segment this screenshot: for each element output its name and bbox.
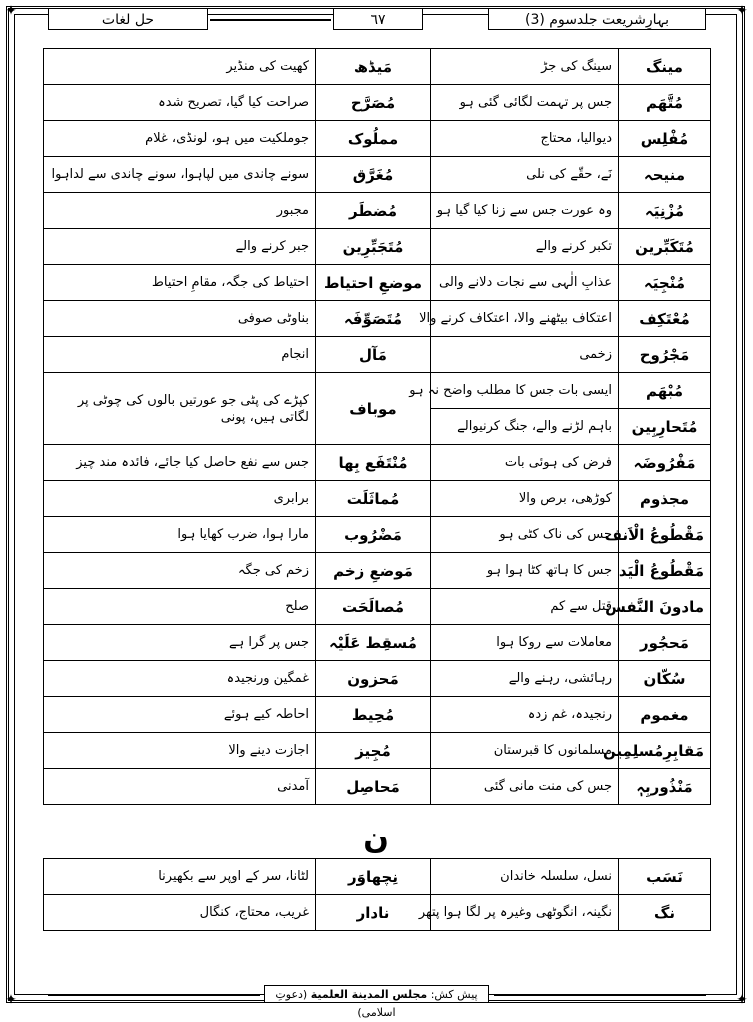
section-letter: ن (363, 821, 389, 856)
table-row (44, 193, 711, 229)
term-cell: منیحہ (619, 157, 711, 193)
meaning-cell: صراحت کیا گیا، تصریح شدہ (44, 85, 316, 121)
term-cell: نَسَب (619, 859, 711, 895)
table-row (44, 157, 711, 193)
table-row (44, 895, 711, 931)
term-cell: مُجِیز (316, 733, 431, 769)
meaning-cell: اعتکاف بیٹھنے والا، اعتکاف کرنے والا (431, 301, 619, 337)
table-row (44, 733, 711, 769)
meaning-cell: جس کی منت مانی گئی (431, 769, 619, 805)
footer-rule (494, 994, 706, 996)
table-row (44, 229, 711, 265)
meaning-cell: مجبور (44, 193, 316, 229)
table-row (44, 373, 711, 409)
meaning-cell: نسل، سلسلہ خاندان (431, 859, 619, 895)
term-cell: مَحجُور (619, 625, 711, 661)
term-cell: مینگ (619, 49, 711, 85)
term-cell: مُماثَلَت (316, 481, 431, 517)
meaning-cell: آمدنی (44, 769, 316, 805)
meaning-cell: جس پر گرا ہے (44, 625, 316, 661)
meaning-cell: فرض کی ہوئی بات (431, 445, 619, 481)
term-cell: مُتَحارِبِین (619, 409, 711, 445)
term-cell: مادونَ النَّفس (619, 589, 711, 625)
term-cell: مغموم (619, 697, 711, 733)
page-header (48, 4, 706, 32)
term-cell: مُنْجِیَہ (619, 265, 711, 301)
footer-label: پیش کش: (430, 988, 478, 1001)
footer-rule (48, 994, 260, 996)
term-cell: مَحاصِل (316, 769, 431, 805)
glossary-table (43, 48, 711, 805)
term-cell: مَحزون (316, 661, 431, 697)
corner-ornament: ✦ (5, 992, 17, 1008)
meaning-cell: زخم کی جگہ (44, 553, 316, 589)
header-rule (210, 19, 331, 21)
meaning-cell: احاطہ کیے ہوئے (44, 697, 316, 733)
meaning-cell: وہ عورت جس سے زنا کیا گیا ہو (431, 193, 619, 229)
term-cell: مُتَّھَم (619, 85, 711, 121)
meaning-cell: جس کا ہاتھ کٹا ہوا ہو (431, 553, 619, 589)
meaning-cell: نگینہ، انگوٹھی وغیرہ پر لگا ہوا پتھر (431, 895, 619, 931)
term-cell: مَضْرُوب (316, 517, 431, 553)
term-cell: مُنْتَفَع بِھا (316, 445, 431, 481)
term-cell: نگ (619, 895, 711, 931)
meaning-cell: رہائشی، رہنے والے (431, 661, 619, 697)
table-row (44, 859, 711, 895)
meaning-cell: جس کی ناک کٹی ہو (431, 517, 619, 553)
table-row (44, 769, 711, 805)
meaning-cell: انجام (44, 337, 316, 373)
meaning-cell: مارا ہوا، ضرب کھایا ہوا (44, 517, 316, 553)
table-row (44, 121, 711, 157)
meaning-cell: نَے، حقّے کی نلی (431, 157, 619, 193)
table-row (44, 301, 711, 337)
term-cell: مَقابِرِمُسلِمِین (619, 733, 711, 769)
meaning-cell: دیوالیا، محتاج (431, 121, 619, 157)
term-cell: مُعْتَکِف (619, 301, 711, 337)
table-row (44, 625, 711, 661)
term-cell: مُتَجَبِّرِین (316, 229, 431, 265)
term-cell: مُصالَحَت (316, 589, 431, 625)
meaning-cell: کھیت کی منڈیر (44, 49, 316, 85)
meaning-cell: اجازت دینے والا (44, 733, 316, 769)
meaning-cell: احتیاط کی جگہ، مقامِ احتیاط (44, 265, 316, 301)
term-cell: نِچھاوَر (316, 859, 431, 895)
meaning-cell: سونے چاندی میں لپاہوا، سونے چاندی سے لداہوا (44, 157, 316, 193)
table-row (44, 553, 711, 589)
meaning-cell: بناوٹی صوفی (44, 301, 316, 337)
meaning-cell: غمگین ورنجیدہ (44, 661, 316, 697)
term-cell: مَآل (316, 337, 431, 373)
term-cell: مُتَصَوِّفَہ (316, 301, 431, 337)
meaning-cell: عذابِ الٰہی سے نجات دلانے والی (431, 265, 619, 301)
term-cell: مَقْطُوعُ الْاَنف (619, 517, 711, 553)
meaning-cell: سینگ کی جڑ (431, 49, 619, 85)
term-cell: مُبْھَم (619, 373, 711, 409)
term-cell: نادار (316, 895, 431, 931)
corner-ornament: ✦ (736, 992, 748, 1008)
term-cell: مجذوم (619, 481, 711, 517)
meaning-cell: تکبر کرنے والے (431, 229, 619, 265)
meaning-cell: رنجیدہ، غم زدہ (431, 697, 619, 733)
table-row (44, 265, 711, 301)
meaning-cell: جوملکیت میں ہو، لونڈی، غلام (44, 121, 316, 157)
meaning-cell: جبر کرنے والے (44, 229, 316, 265)
section-title: حل لغات (48, 8, 208, 30)
corner-ornament: ✦ (736, 3, 748, 19)
term-cell: مُفْلِس (619, 121, 711, 157)
table-row (44, 517, 711, 553)
term-cell: موباف (316, 373, 431, 445)
glossary-table-nun (43, 858, 711, 931)
term-cell: سُکّان (619, 661, 711, 697)
meaning-cell: لٹانا، سر کے اوپر سے بکھیرنا (44, 859, 316, 895)
table-row (44, 589, 711, 625)
term-cell: مُغَرَّق (316, 157, 431, 193)
meaning-cell: جس سے نفع حاصل کیا جائے، فائدہ مند چیز (44, 445, 316, 481)
meaning-cell: باہم لڑنے والے، جنگ کرنیوالے (431, 409, 619, 445)
table-row (44, 445, 711, 481)
table-row (44, 481, 711, 517)
table-row (44, 337, 711, 373)
page-number: ٦٧ (333, 8, 423, 30)
term-cell: مُسقِط عَلَیْہ (316, 625, 431, 661)
term-cell: مُصَرَّح (316, 85, 431, 121)
term-cell: مُزْنِیَہ (619, 193, 711, 229)
meaning-cell: برابری (44, 481, 316, 517)
term-cell: مُتَکَبِّرین (619, 229, 711, 265)
book-title: بہارِشریعت جلدسوم (3) (488, 8, 706, 30)
term-cell: مُضطَر (316, 193, 431, 229)
term-cell: مَقْطُوعُ الْیَد (619, 553, 711, 589)
page-footer (48, 985, 706, 1019)
term-cell: مَنْذُوربِہٖ (619, 769, 711, 805)
meaning-cell: معاملات سے روکا ہوا (431, 625, 619, 661)
term-cell: مَجْرُوح (619, 337, 711, 373)
table-row (44, 85, 711, 121)
table-row (44, 49, 711, 85)
term-cell: مَوضعِ زخم (316, 553, 431, 589)
footer-org: (دعوتِ اسلامی) (275, 988, 396, 1019)
table-row (44, 697, 711, 733)
meaning-cell: صلح (44, 589, 316, 625)
meaning-cell: مسلمانوں کا قبرستان (431, 733, 619, 769)
corner-ornament: ✦ (5, 3, 17, 19)
term-cell: مُحِیط (316, 697, 431, 733)
term-cell: موضعِ احتیاط (316, 265, 431, 301)
meaning-cell: غریب، محتاج، کنگال (44, 895, 316, 931)
meaning-cell: ایسی بات جس کا مطلب واضح نہ ہو (431, 373, 619, 409)
meaning-cell: جس پر تہمت لگائی گئی ہو (431, 85, 619, 121)
footer-credit (264, 985, 489, 1019)
term-cell: مَفْرُوضَہ (619, 445, 711, 481)
footer-publisher: مجلس المدینة العلمیة (310, 988, 428, 1001)
table-row (44, 661, 711, 697)
term-cell: مملُوک (316, 121, 431, 157)
meaning-cell: قتل سے کم (431, 589, 619, 625)
term-cell: مَیڈھ (316, 49, 431, 85)
meaning-cell: کپڑے کی پٹی جو عورتیں بالوں کی چوٹی پر لگاتی ہیں، پونی (44, 373, 316, 445)
meaning-cell: کوڑھی، برص والا (431, 481, 619, 517)
meaning-cell: زخمی (431, 337, 619, 373)
